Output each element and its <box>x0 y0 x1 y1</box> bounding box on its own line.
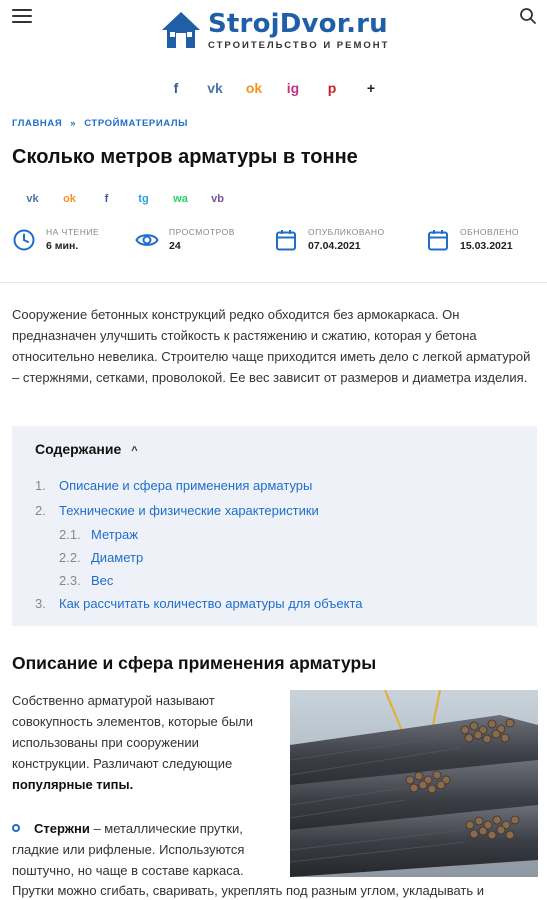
logo-title: StrojDvor <box>208 9 347 39</box>
odnoklassniki-icon[interactable]: ok <box>245 79 263 96</box>
toc-item[interactable] <box>59 573 113 588</box>
section-heading: Описание и сфера применения арматуры <box>12 653 377 673</box>
toc-number: 3. <box>35 596 46 611</box>
published-label: ОПУБЛИКОВАНО <box>308 227 385 237</box>
updated-date <box>426 227 519 252</box>
breadcrumb <box>12 118 188 129</box>
odnoklassniki-share-icon[interactable]: ok <box>63 193 76 205</box>
toc-label: Технические и физические характеристики <box>59 503 319 518</box>
eye-icon <box>135 228 159 252</box>
breadcrumb-home[interactable]: ГЛАВНАЯ <box>12 118 63 129</box>
toc-number: 2.1. <box>59 527 81 542</box>
section-paragraph <box>12 690 280 795</box>
toc-label: Вес <box>91 573 114 588</box>
reading-time <box>12 227 99 252</box>
pinterest-icon[interactable]: p <box>327 79 337 96</box>
toc-label: Описание и сфера применения арматуры <box>59 478 313 493</box>
toc-number: 2. <box>35 503 46 518</box>
social-links <box>0 78 547 97</box>
menu-icon[interactable] <box>12 9 32 23</box>
page-title: Сколько метров арматуры в тонне <box>12 146 358 168</box>
intro-paragraph: Сооружение бетонных конструкций редко обходится без армокаркаса. Он предназначен улучшить стойкость к растяжению и сжатию, которая у бетона относительно невелика. Строителю чаще приходится иметь дело с легкой арматурой – стержнями, сетками, проволокой. Ее вес зависит от размеров и диаметра изделия. <box>12 307 531 385</box>
share-buttons <box>24 192 226 206</box>
search-icon[interactable] <box>519 7 537 25</box>
divider <box>0 282 547 283</box>
updated-label: ОБНОВЛЕНО <box>460 227 520 237</box>
reading-label: НА ЧТЕНИЕ <box>46 227 100 237</box>
whatsapp-share-icon[interactable]: wa <box>173 193 188 205</box>
toc-item[interactable] <box>35 478 312 493</box>
calendar-icon <box>274 228 298 252</box>
toc-label: Метраж <box>91 527 138 542</box>
calendar-icon <box>426 228 450 252</box>
bullet-bold: Стержни <box>34 821 90 836</box>
views-value: 24 <box>169 240 181 252</box>
telegram-share-icon[interactable]: tg <box>138 193 149 205</box>
updated-value: 15.03.2021 <box>460 240 513 252</box>
rebar-bundles-image <box>290 690 538 877</box>
list-item <box>12 818 280 881</box>
toc-toggle[interactable] <box>35 441 138 457</box>
paragraph-text: Собственно арматурой называют совокупность элементов, которые были использованы при сооружении конструкции. Различают следующие <box>12 693 254 771</box>
bullet-text: – металлические прутки, гладкие или рифленые. Используются поштучно, но чаще в составе каркаса. <box>12 821 245 878</box>
viber-share-icon[interactable]: vb <box>211 193 224 205</box>
toc-label: Как рассчитать количество арматуры для объекта <box>59 596 363 611</box>
toc-number: 1. <box>35 478 46 493</box>
reading-value: 6 мин. <box>46 240 79 252</box>
vk-share-icon[interactable]: vk <box>26 193 39 205</box>
toc-item[interactable] <box>59 550 143 565</box>
toc-item[interactable] <box>35 503 319 518</box>
rebar-photo <box>290 690 538 877</box>
continuation-text: Прутки можно сгибать, сваривать, укреплять под разным углом, укладывать и <box>12 883 485 898</box>
toc-label: Диаметр <box>91 550 144 565</box>
vk-icon[interactable]: vk <box>207 79 223 96</box>
toc-item[interactable] <box>35 596 363 611</box>
article-meta <box>12 227 537 261</box>
logo-subtitle: СТРОИТЕЛЬСТВО И РЕМОНТ <box>208 40 390 51</box>
views-label: ПРОСМОТРОВ <box>169 227 235 237</box>
house-logo-icon <box>160 10 202 50</box>
toc-item[interactable] <box>59 527 138 542</box>
site-logo[interactable] <box>160 10 400 56</box>
views-count <box>135 227 235 252</box>
breadcrumb-separator: » <box>70 118 77 129</box>
instagram-icon[interactable]: ig <box>286 79 300 96</box>
clock-icon <box>12 228 36 252</box>
toc-number: 2.2. <box>59 550 81 565</box>
published-date <box>274 227 385 252</box>
logo-suffix: .ru <box>346 9 388 39</box>
bullet-icon <box>12 824 20 832</box>
toc-title: Содержание <box>35 441 122 457</box>
plus-icon[interactable]: + <box>366 79 376 96</box>
site-header <box>0 0 547 64</box>
chevron-up-icon: ^ <box>131 445 138 457</box>
facebook-share-icon[interactable]: f <box>104 193 109 205</box>
table-of-contents <box>12 426 537 626</box>
toc-number: 2.3. <box>59 573 81 588</box>
published-value: 07.04.2021 <box>308 240 361 252</box>
facebook-icon[interactable]: f <box>173 79 179 96</box>
paragraph-bold: популярные типы. <box>12 777 134 792</box>
breadcrumb-category[interactable]: СТРОЙМАТЕРИАЛЫ <box>84 118 188 129</box>
